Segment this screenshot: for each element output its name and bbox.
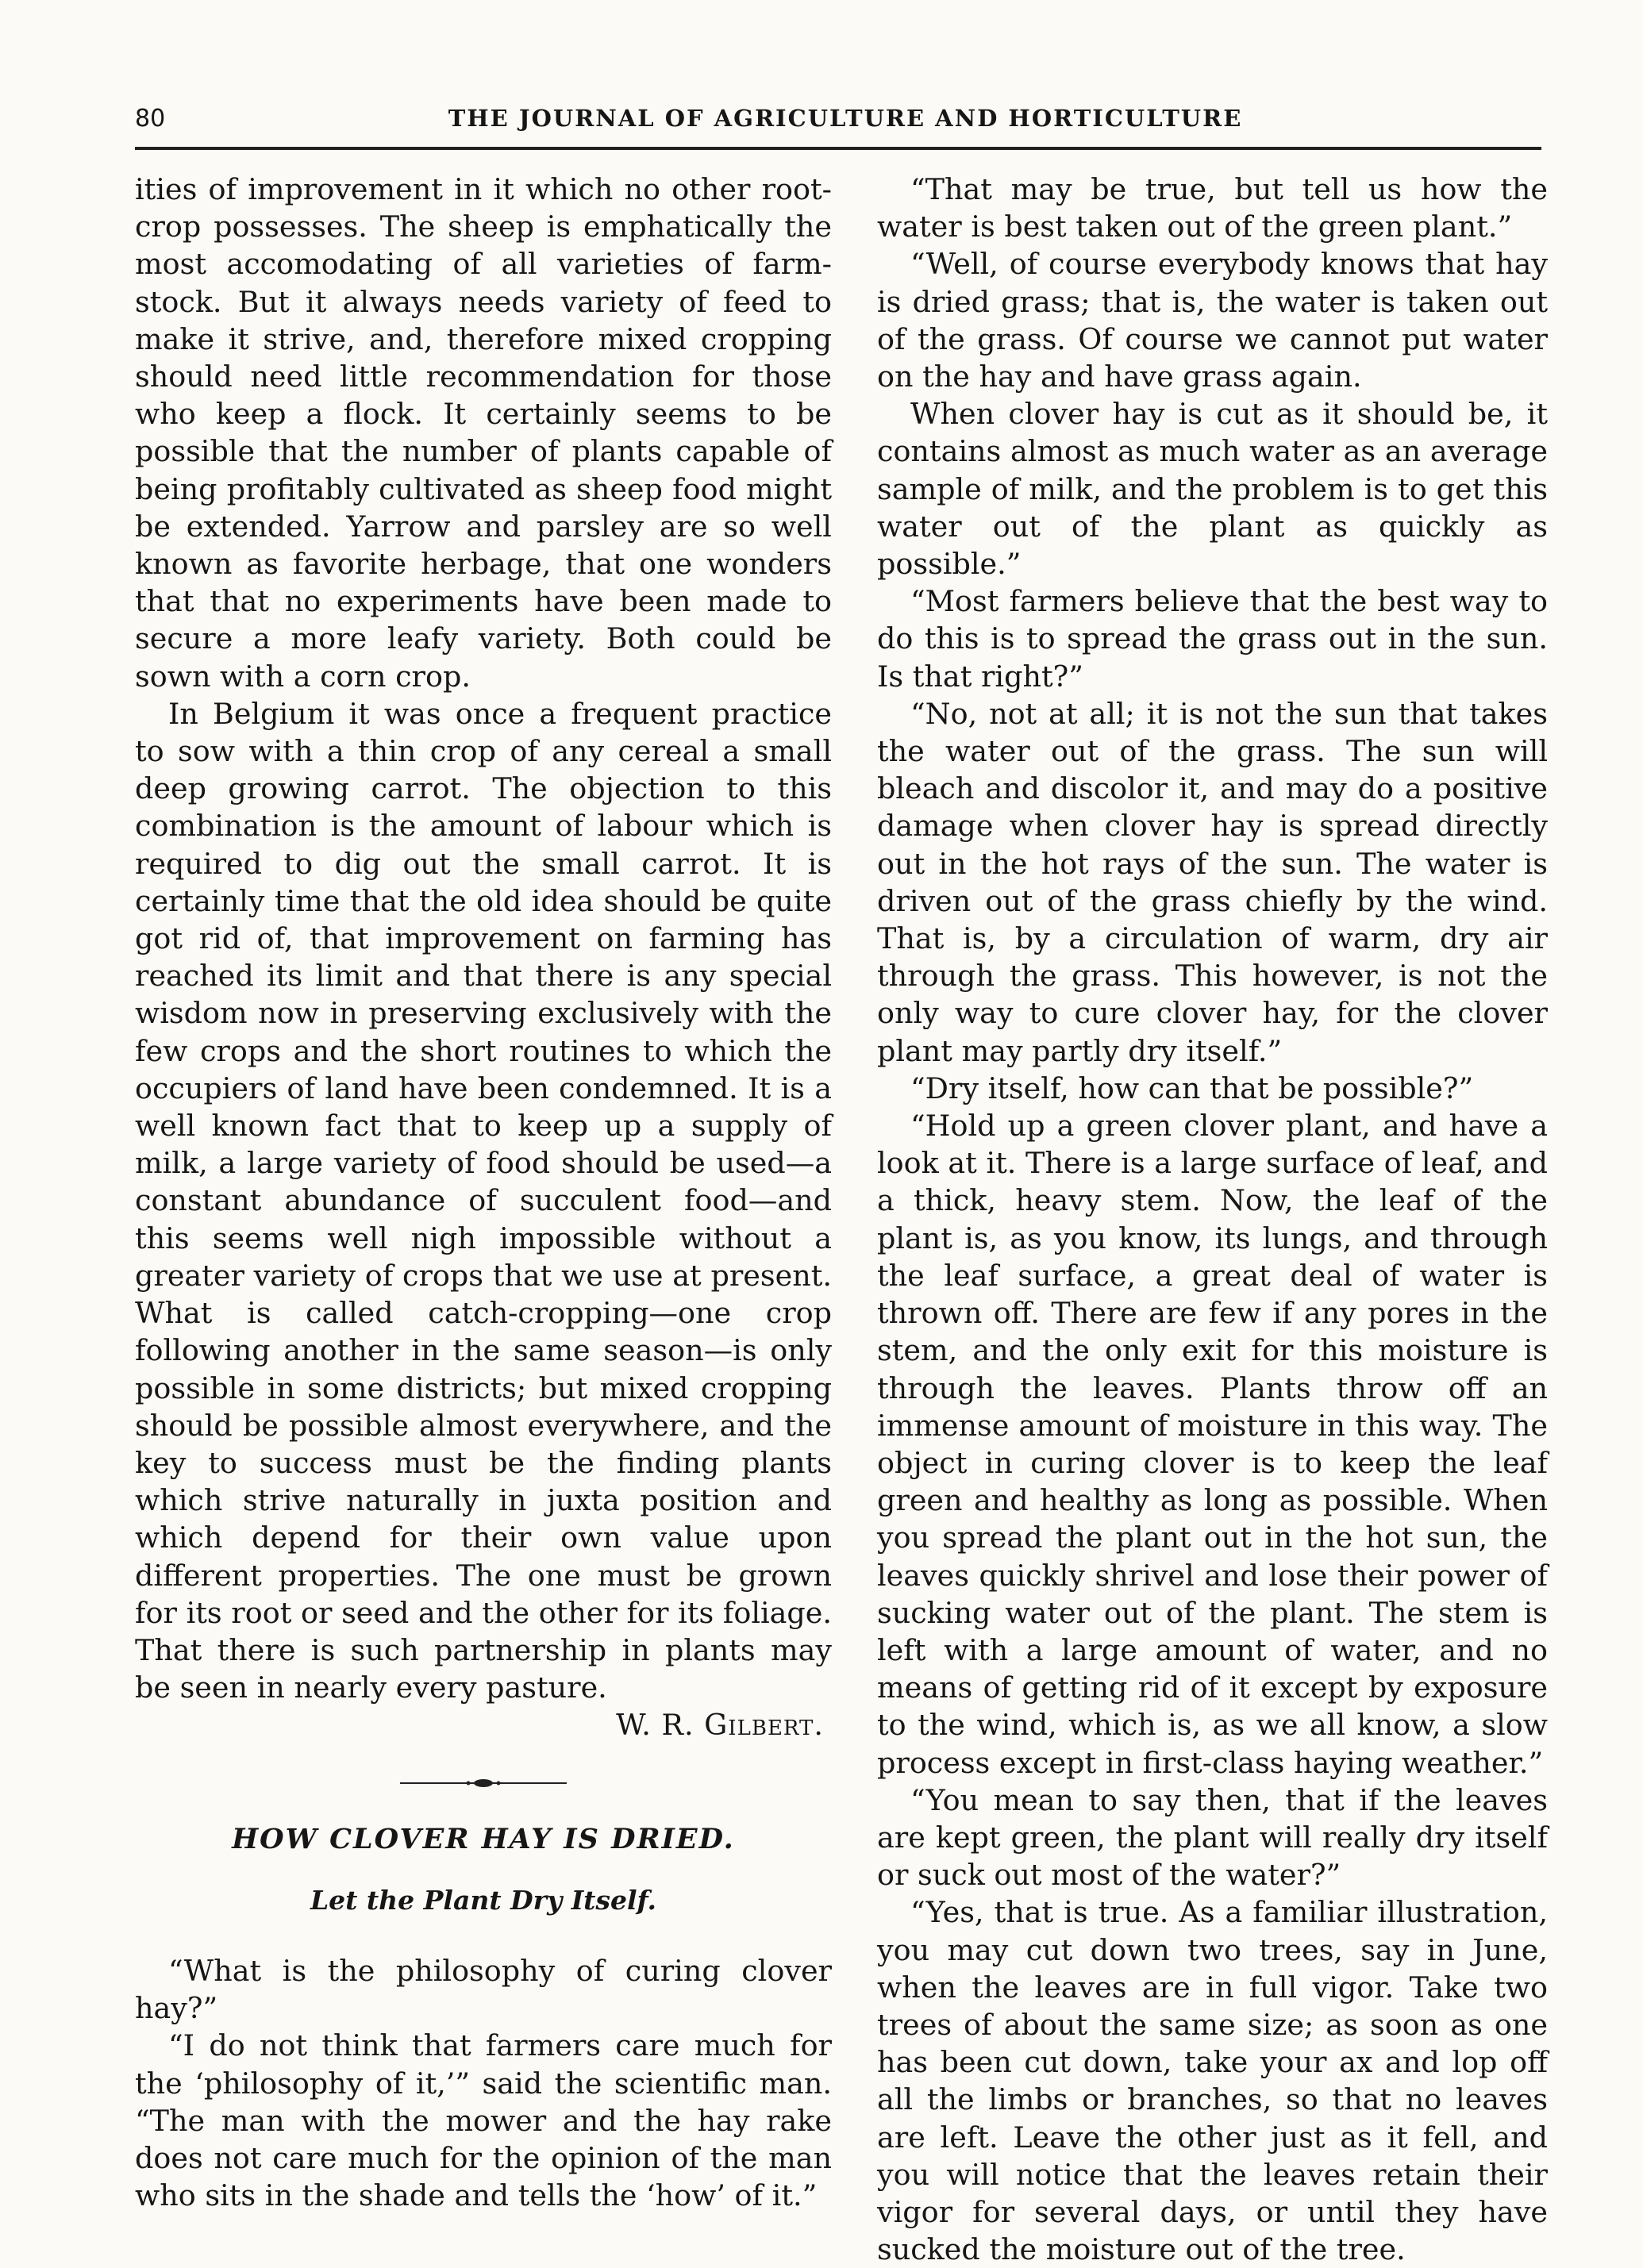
article-title: HOW CLOVER HAY IS DRIED. [232,1822,735,1855]
paragraph: When clover hay is cut as it should be, it contains almost as much water as an average sample of milk, and the problem is to get this water out of the plant as quickly as possible.” [877,397,1548,582]
ornament-rule-icon [400,1778,567,1789]
author-signature: W. R. Gilbert. [616,1708,824,1743]
paragraph: “You mean to say then, that if the leaves are kept green, the plant will really dry itself or suck out most of the water?” [877,1782,1548,1893]
paragraph: “Most farmers believe that the best way to do this is to spread the grass out in the sun. Is that right?” [877,584,1548,694]
paragraph: “What is the philosophy of curing clover hay?” [135,1953,832,2026]
paragraph: “Well, of course everybody knows that hay is dried grass; that is, the water is taken out of the grass. Of course we cannot put water on the hay and have grass again. [877,247,1548,394]
paragraph: “I do not think that farmers care much for the ‘philosophy of it,’” said the scientific man. “The man with the mower and the hay rake does not care much for the opinion of the man who sits in the shade and tells the ‘how’ of it.” [135,2028,832,2213]
article-subtitle: Let the Plant Dry Itself. [310,1884,657,1916]
section-divider-ornament [135,1778,832,1789]
paragraph: “Yes, that is true. As a familiar illustration, you may cut down two trees, say in June, when the leaves are in full vigor. Take two trees of about the same size; as soon as one has been cut down, take your ax and lop off all the limbs or branches, so that no leaves are left. Leave the other just as it fell, and you will notice that the leaves retain their vigor for several days, or until they have sucked the moisture out of the tree. [877,1895,1548,2267]
left-column [135,171,832,2214]
paragraph: “That may be true, but tell us how the water is best taken out of the green plant.” [877,172,1548,244]
right-column [877,171,1548,2268]
paragraph: “No, not at all; it is not the sun that takes the water out of the grass. The sun will bleach and discolor it, and may do a positive damage when clover hay is spread directly out in the hot rays of the sun. The water is driven out of the grass chiefly by the wind. That is, by a circulation of warm, dry air through the grass. This however, is not the only way to cure clover hay, for the clover plant may partly dry itself.” [877,696,1548,1068]
header-rule [135,147,1541,150]
page-header [135,97,1540,144]
paragraph-continued: ities of improvement in it which no other root-crop possesses. The sheep is emphatically the most accomodating of all varieties of farm-stock. But it always needs variety of feed to make it strive, and, therefore mixed cropping should need little recommendation for those who keep a flock. It certainly seems to be possible that the number of plants capable of being profitably cultivated as sheep food might be extended. Yarrow and parsley are so well known as favorite herbage, that one wonders that that no experiments have been made to secure a more leafy variety. Both could be sown with a corn crop. [135,172,832,694]
page-number: 80 [135,105,166,133]
paragraph: In Belgium it was once a frequent practice to sow with a thin crop of any cereal a small deep growing carrot. The objection to this combination is the amount of labour which is required to dig out the small carrot. It is certainly time that the old idea should be quite got rid of, that improvement on farming has reached its limit and that there is any special wisdom now in preserving exclusively with the few crops and the short routines to which the occupiers of land have been condemned. It is a well known fact that to keep up a supply of milk, a large variety of food should be used—a constant abundance of succulent food—and this seems well nigh impossible without a greater variety of crops that we use at present. What is called catch-cropping—one crop following another in the same season—is only possible in some districts; but mixed cropping should be possible almost everywhere, and the key to success must be the finding plants which strive naturally in juxta position and which depend for their own value upon different properties. The one must be grown for its root or seed and the other for its foliage. That there is such partnership in plants may be seen in nearly every pasture. [135,696,832,1705]
paragraph: “Dry itself, how can that be possible?” [910,1071,1474,1105]
running-title: THE JOURNAL OF AGRICULTURE AND HORTICULTURE [448,105,1243,132]
paragraph: “Hold up a green clover plant, and have a look at it. There is a large surface of leaf, and a thick, heavy stem. Now, the leaf of the plant is, as you know, its lungs, and through the leaf surface, a great deal of water is thrown off. There are few if any pores in the stem, and the only exit for this moisture is through the leaves. Plants throw off an immense amount of moisture in this way. The object in curing clover is to keep the leaf green and healthy as long as possible. When you spread the plant out in the hot sun, the leaves quickly shrivel and lose their power of sucking water out of the plant. The stem is left with a large amount of water, and no means of getting rid of it except by exposure to the wind, which is, as we all know, a slow process except in first-class haying weather.” [877,1109,1548,1780]
